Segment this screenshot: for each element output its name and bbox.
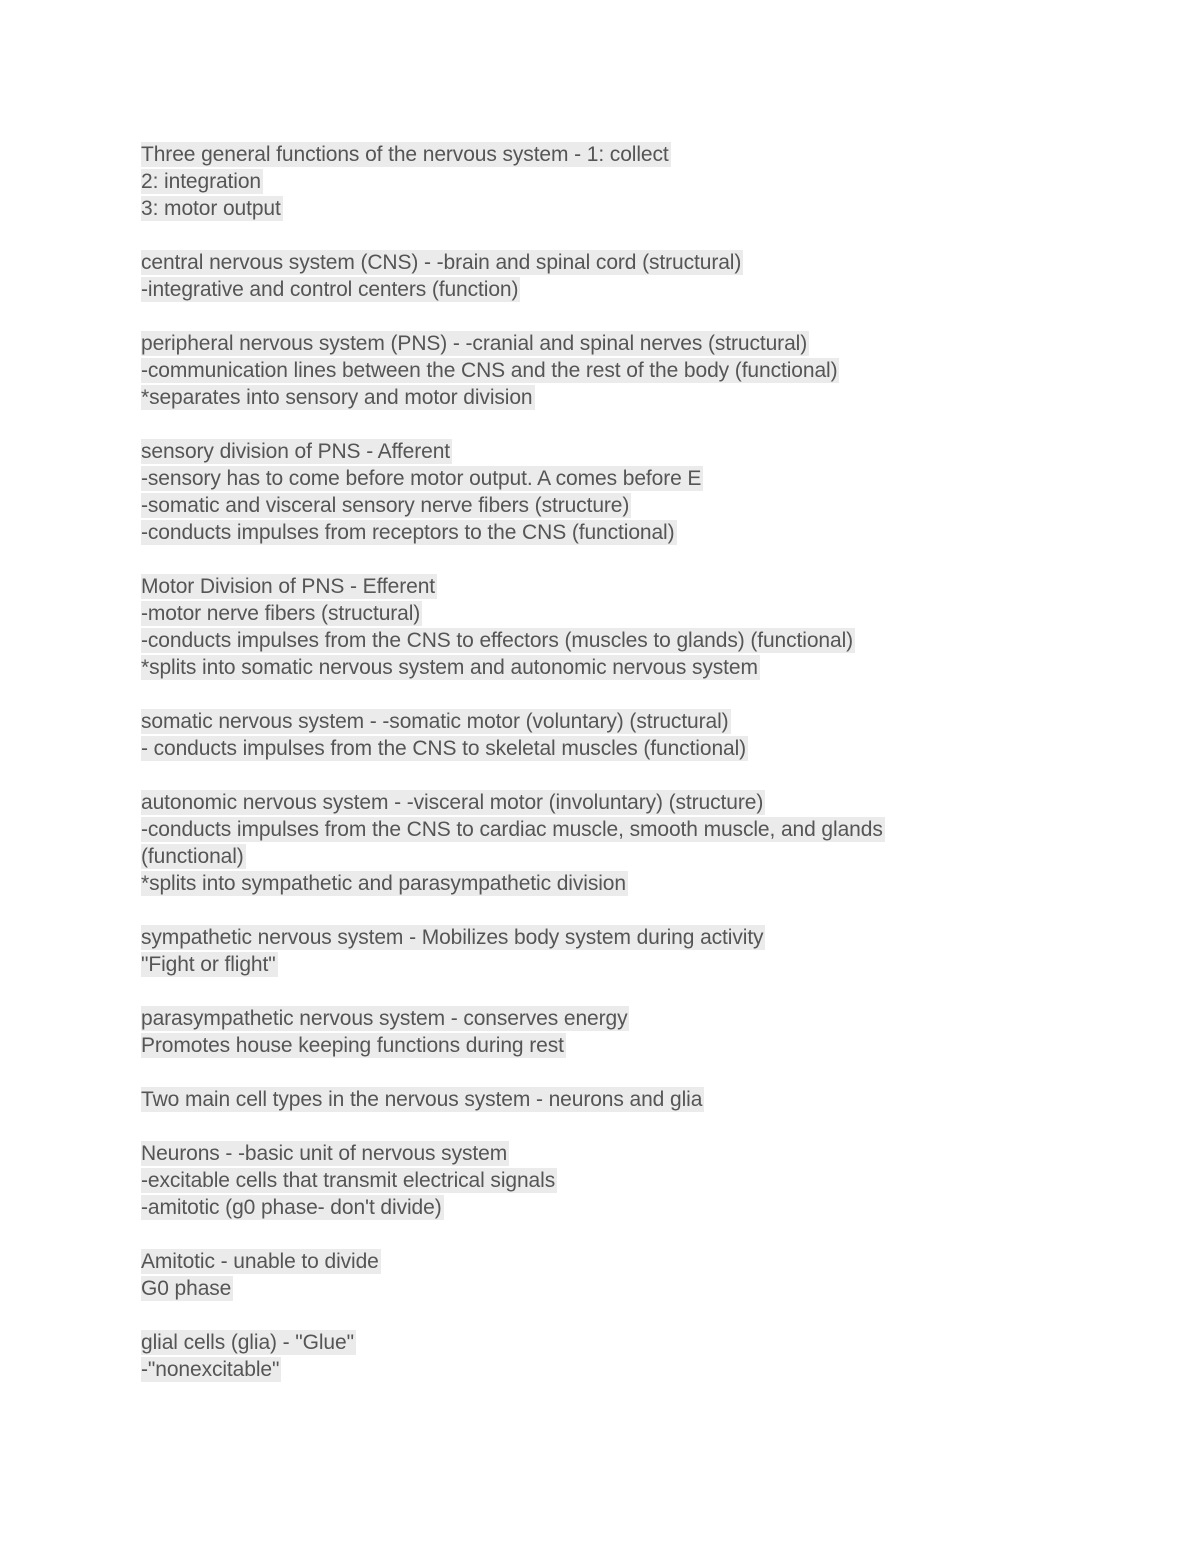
entry-line [141, 1005, 1041, 1032]
entry-line [141, 519, 1041, 546]
entry-text: -conducts impulses from the CNS to effectors (muscles to glands) (functional) [141, 629, 854, 652]
entry-line [141, 384, 1041, 411]
entry-line [141, 600, 1041, 627]
entry-text: G0 phase [141, 1277, 232, 1300]
entry-text: somatic nervous system - -somatic motor (voluntary) (structural) [141, 710, 729, 733]
entry-line [141, 1248, 1041, 1275]
entry-line [141, 357, 1041, 384]
entry-text: -"nonexcitable" [141, 1358, 280, 1381]
entry-text: *splits into sympathetic and parasympathetic division [141, 872, 626, 895]
entry-line [141, 1140, 1041, 1167]
flashcard-entry-cns [141, 249, 1041, 303]
entry-line [141, 168, 1041, 195]
entry-line [141, 1032, 1041, 1059]
flashcard-entry-motor-division [141, 573, 1041, 681]
entry-text: -sensory has to come before motor output. A comes before E [141, 467, 702, 490]
entry-text: glial cells (glia) - "Glue" [141, 1331, 354, 1354]
entry-line [141, 924, 1041, 951]
entry-line [141, 1275, 1041, 1302]
entry-line [141, 330, 1041, 357]
flashcard-entry-parasympathetic [141, 1005, 1041, 1059]
entry-text: autonomic nervous system - -visceral motor (involuntary) (structure) [141, 791, 764, 814]
entry-text: 3: motor output [141, 197, 281, 220]
flashcard-entry-pns [141, 330, 1041, 411]
entry-text: -somatic and visceral sensory nerve fibers (structure) [141, 494, 630, 517]
entry-line [141, 195, 1041, 222]
entry-text: - conducts impulses from the CNS to skeletal muscles (functional) [141, 737, 747, 760]
entry-line [141, 1167, 1041, 1194]
entry-text: -communication lines between the CNS and the rest of the body (functional) [141, 359, 838, 382]
entry-line [141, 654, 1041, 681]
entry-text: *separates into sensory and motor division [141, 386, 533, 409]
entry-text: -amitotic (g0 phase- don't divide) [141, 1196, 442, 1219]
flashcard-entry-autonomic [141, 789, 1041, 897]
entry-text: Neurons - -basic unit of nervous system [141, 1142, 508, 1165]
entry-line [141, 249, 1041, 276]
entry-line [141, 627, 1041, 654]
entry-line [141, 141, 1041, 168]
entry-line [141, 789, 1041, 816]
entry-line [141, 465, 1041, 492]
entry-text: -conducts impulses from the CNS to cardiac muscle, smooth muscle, and glands [141, 818, 883, 841]
flashcard-entry-amitotic [141, 1248, 1041, 1302]
entry-text: peripheral nervous system (PNS) - -cranial and spinal nerves (structural) [141, 332, 808, 355]
entry-line [141, 492, 1041, 519]
flashcard-entry-somatic [141, 708, 1041, 762]
entry-text: sensory division of PNS - Afferent [141, 440, 451, 463]
entry-text: -integrative and control centers (function) [141, 278, 519, 301]
entry-line [141, 1086, 1041, 1113]
entry-text: 2: integration [141, 170, 262, 193]
entry-text: -conducts impulses from receptors to the CNS (functional) [141, 521, 675, 544]
entry-text: Two main cell types in the nervous system - neurons and glia [141, 1088, 703, 1111]
flashcard-entry-glial-cells [141, 1329, 1041, 1383]
flashcard-entry-sensory-division [141, 438, 1041, 546]
entry-line [141, 1329, 1041, 1356]
entry-line [141, 438, 1041, 465]
entry-text: *splits into somatic nervous system and autonomic nervous system [141, 656, 758, 679]
entry-line [141, 816, 1041, 843]
flashcard-entry-cell-types [141, 1086, 1041, 1113]
entry-text: central nervous system (CNS) - -brain and spinal cord (structural) [141, 251, 742, 274]
entry-line [141, 951, 1041, 978]
entry-line [141, 708, 1041, 735]
entry-line [141, 1194, 1041, 1221]
entry-text: -motor nerve fibers (structural) [141, 602, 421, 625]
flashcard-entry-sympathetic [141, 924, 1041, 978]
entry-line [141, 276, 1041, 303]
flashcard-entry-functions [141, 141, 1041, 222]
entry-text: Three general functions of the nervous system - 1: collect [141, 143, 669, 166]
entry-text: Promotes house keeping functions during rest [141, 1034, 564, 1057]
entry-line [141, 843, 1041, 870]
document-page [141, 141, 1041, 1410]
entry-text: parasympathetic nervous system - conserves energy [141, 1007, 628, 1030]
entry-line [141, 870, 1041, 897]
flashcard-entry-neurons [141, 1140, 1041, 1221]
entry-line [141, 1356, 1041, 1383]
entry-text: Amitotic - unable to divide [141, 1250, 379, 1273]
entry-line [141, 735, 1041, 762]
entry-text: "Fight or flight" [141, 953, 276, 976]
entry-text: Motor Division of PNS - Efferent [141, 575, 436, 598]
entry-text: sympathetic nervous system - Mobilizes body system during activity [141, 926, 764, 949]
entry-text: (functional) [141, 845, 244, 868]
entry-line [141, 573, 1041, 600]
entry-text: -excitable cells that transmit electrical signals [141, 1169, 556, 1192]
